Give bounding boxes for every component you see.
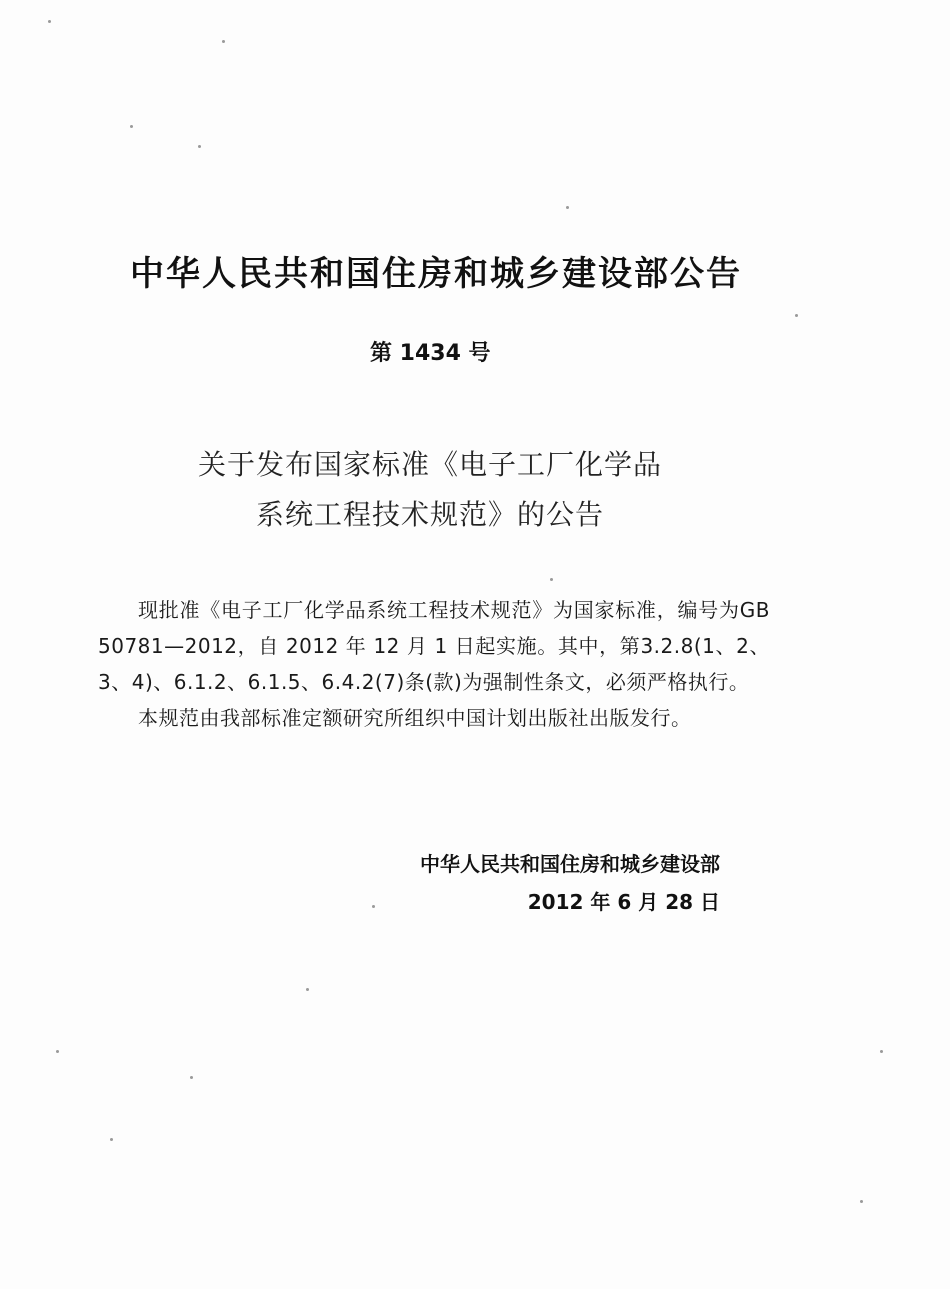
announcement-number: 第 1434 号 — [370, 341, 491, 366]
announcement-body — [98, 592, 770, 736]
issuer-name: 中华人民共和国住房和城乡建设部 — [420, 852, 720, 876]
subject-line: 关于发布国家标准《电子工厂化学品 — [197, 448, 662, 481]
scan-speck — [56, 1050, 59, 1053]
scan-speck — [198, 145, 201, 148]
scan-speck — [860, 1200, 863, 1203]
scan-speck — [190, 1076, 193, 1079]
scan-speck — [130, 125, 133, 128]
body-paragraph: 本规范由我部标准定额研究所组织中国计划出版社出版发行。 — [138, 706, 692, 730]
scan-speck — [48, 20, 51, 23]
scan-speck — [795, 314, 798, 317]
scan-speck — [880, 1050, 883, 1053]
signature-block — [360, 845, 720, 921]
scan-speck — [222, 40, 225, 43]
announcement-title: 中华人民共和国住房和城乡建设部公告 — [130, 254, 742, 294]
scan-speck — [110, 1138, 113, 1141]
scan-speck — [372, 905, 375, 908]
body-paragraph: 现批准《电子工厂化学品系统工程技术规范》为国家标准，编号为GB 50781—2012，自 2012 年 12 月 1 日起实施。其中，第3.2.8(1、2、3、4)、6.1.2、6.1.5、6.4.2(7)条(款)为强制性条文，必须严格执行。 — [98, 598, 770, 694]
announcement-subject — [0, 440, 860, 540]
scan-speck — [306, 988, 309, 991]
scan-speck — [550, 578, 553, 581]
subject-line: 系统工程技术规范》的公告 — [255, 498, 604, 531]
scan-speck — [566, 206, 569, 209]
issue-date: 2012 年 6 月 28 日 — [527, 890, 720, 914]
